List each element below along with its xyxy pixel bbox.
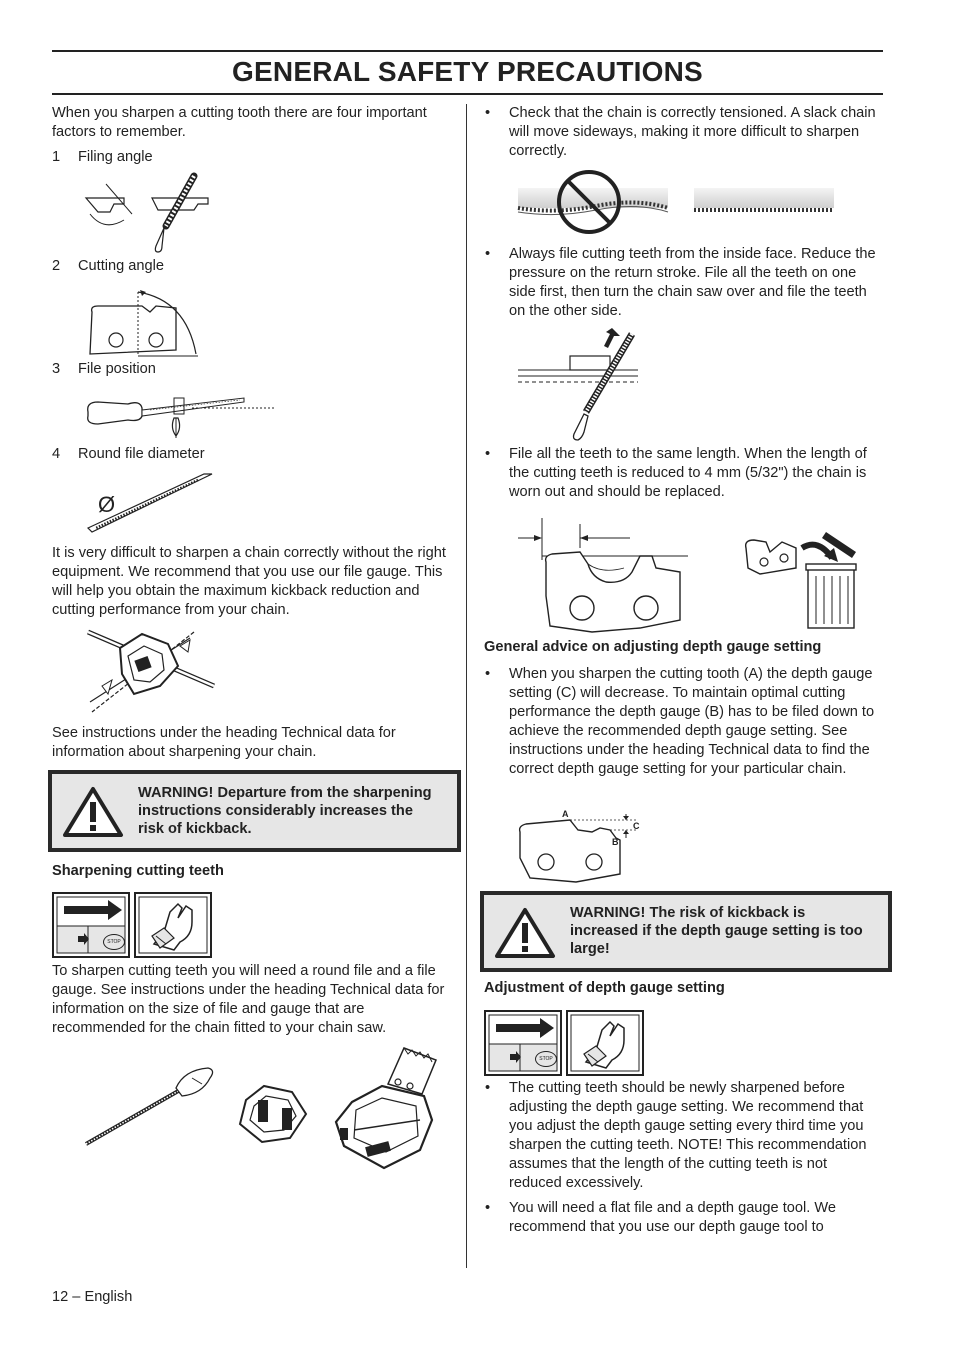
stop-icon: STOP: [535, 1051, 557, 1067]
page-title: GENERAL SAFETY PRECAUTIONS: [232, 56, 703, 87]
warning-box-kickback: [48, 770, 461, 852]
round-file-tool-illustration: [84, 1064, 219, 1148]
filing-angle-illustration: [84, 174, 214, 254]
bullet-same-length: • File all the teeth to the same length. When the length of the cutting teeth is reduced to 4 mm (5/32") the chain is worn out and should be replaced.: [485, 446, 867, 500]
file-inside-face-illustration: [516, 326, 641, 442]
warning-box-depth: [480, 891, 892, 972]
file-gauge-tool-illustration: [232, 1080, 312, 1146]
header-rule-bottom: [52, 93, 883, 95]
worn-chain-disposal-illustration: [740, 528, 860, 630]
label-c: C: [633, 821, 640, 831]
cutting-angle-illustration: [86, 286, 201, 358]
bullet-tension: • Check that the chain is correctly tensioned. A slack chain will move sideways, making it more difficult to sharpen correctly.: [485, 105, 876, 159]
technical-data-paragraph: See instructions under the heading Technical data for information about sharpening your chain.: [52, 725, 396, 760]
page-footer: 12 – English: [52, 1289, 133, 1305]
equipment-paragraph: It is very difficult to sharpen a chain correctly without the right equipment. We recommend that you use our file gauge. This will help you obtain the maximum kickback reduction and cutting performance from your chain.: [52, 545, 446, 618]
header-rule-top: [52, 50, 883, 52]
bullet-depth-gauge: • When you sharpen the cutting tooth (A) the depth gauge setting (C) will decrease. To maintain optimal cutting performance the depth gauge (B) has to be filed down to achieve the recommended depth gauge setting. See instructions under the heading Technical data to find the correct depth gauge setting for your particular chain.: [485, 666, 875, 777]
bullet-inside-face: • Always file cutting teeth from the inside face. Reduce the pressure on the return stroke. File all the teeth on one side first, then turn the chain saw over and file the teeth on the other side.: [485, 246, 876, 319]
label-b: B: [612, 837, 619, 847]
chain-tension-illustration: [516, 168, 841, 240]
file-gauge-on-chain-illustration: [84, 624, 219, 720]
heading-sharpening: Sharpening cutting teeth: [52, 863, 224, 879]
intro-paragraph: When you sharpen a cutting tooth there are four important factors to remember.: [52, 105, 427, 140]
factor-item: 3 File position: [52, 361, 156, 377]
label-a: A: [562, 809, 569, 819]
column-divider: [466, 104, 467, 1268]
depth-gauge-tool-illustration: [332, 1046, 444, 1174]
tools-paragraph: To sharpen cutting teeth you will need a round file and a file gauge. See instructions under the heading Technical data for information on the size of file and gauge that are recommended for the chain fitted to your chain saw.: [52, 963, 445, 1036]
heading-depth-advice: General advice on adjusting depth gauge setting: [484, 639, 822, 655]
warning-text: WARNING! Departure from the sharpening instructions considerably increases the risk of kickback.: [138, 785, 432, 837]
bullet-flat-file: • You will need a flat file and a depth gauge tool. We recommend that you use our depth gauge tool to: [485, 1200, 836, 1235]
depth-gauge-diagram: [516, 808, 641, 888]
file-position-illustration: [84, 388, 279, 440]
warning-triangle-icon: [62, 786, 124, 838]
factor-item: 4 Round file diameter: [52, 446, 205, 462]
diameter-symbol: Ø: [98, 492, 116, 517]
bullet-newly-sharpened: • The cutting teeth should be newly sharpened before adjusting the depth gauge setting. We recommend that you adjust the depth gauge setting every third time you sharpen the cutting teeth. NOTE! This recommendation assumes that the length of the cutting teeth is not reduced excessively.: [485, 1080, 867, 1191]
protective-glove-icon: [134, 892, 212, 958]
warning-triangle-icon: [494, 907, 556, 959]
heading-depth-adjust: Adjustment of depth gauge setting: [484, 980, 725, 996]
factor-item: 2 Cutting angle: [52, 258, 165, 274]
factor-item: 1 Filing angle: [52, 149, 153, 165]
stop-icon: STOP: [103, 934, 125, 950]
round-file-illustration: [86, 470, 216, 540]
protective-glove-icon: [566, 1010, 644, 1076]
tooth-length-illustration: [516, 516, 691, 634]
warning-text: WARNING! The risk of kickback is increased if the depth gauge setting is too large!: [570, 905, 863, 957]
